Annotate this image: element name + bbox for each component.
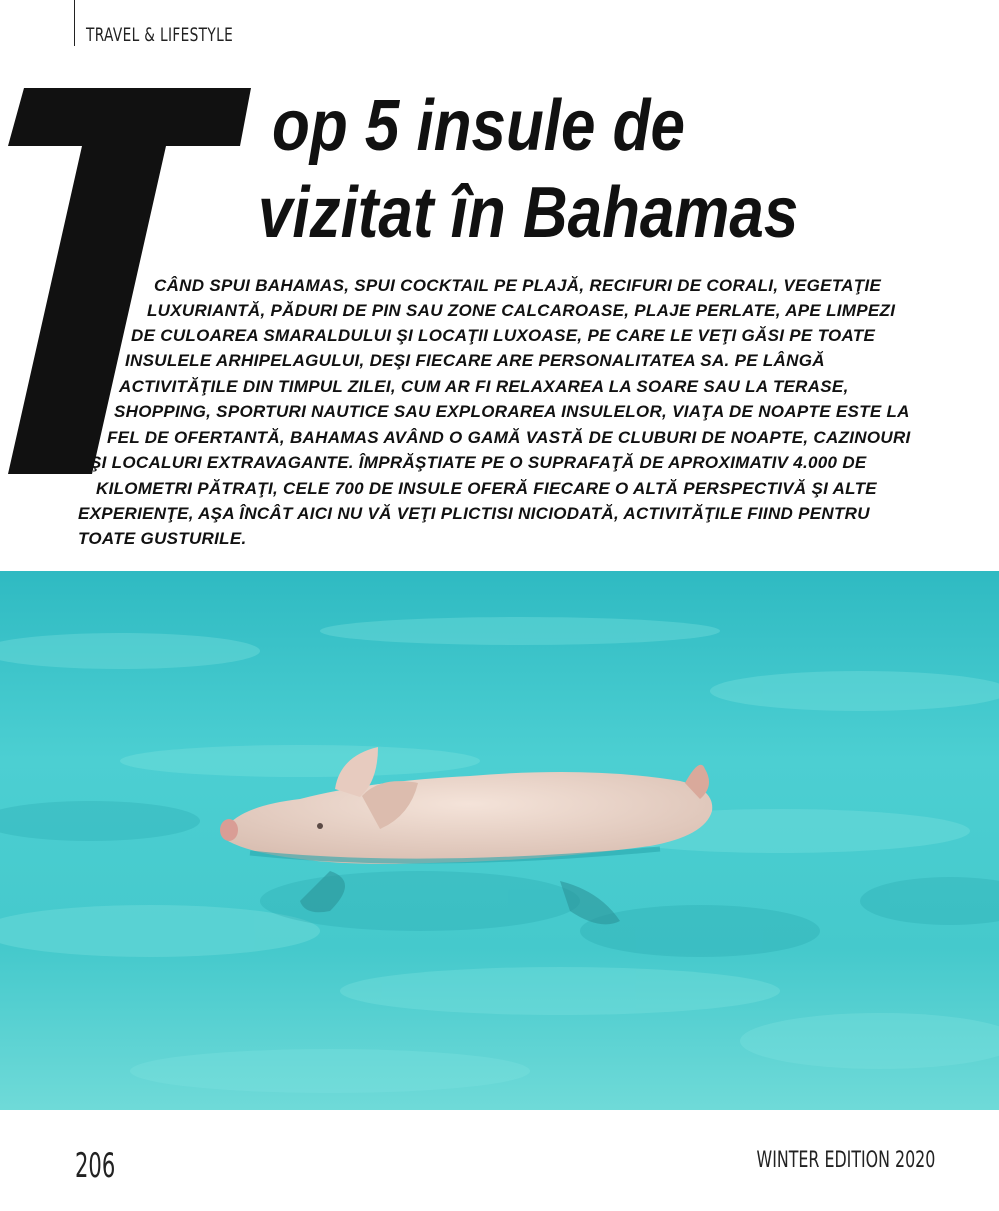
headline-line-2: vizitat în Bahamas <box>258 173 799 253</box>
section-divider-line <box>74 0 75 46</box>
page-number: 206 <box>75 1146 116 1186</box>
intro-line: CÂND SPUI BAHAMAS, SPUI COCKTAIL PE PLAJĂ, RECIFURI DE CORALI, VEGETAŢIE <box>154 276 882 295</box>
intro-line: SHOPPING, SPORTURI NAUTICE SAU EXPLORAREA INSULELOR, VIAŢA DE NOAPTE ESTE LA <box>114 402 910 421</box>
edition-label: WINTER EDITION 2020 <box>756 1148 935 1173</box>
intro-line: KILOMETRI PĂTRAŢI, CELE 700 DE INSULE OFERĂ FIECARE O ALTĂ PERSPECTIVĂ ŞI ALTE <box>96 479 877 498</box>
intro-line: DE CULOAREA SMARALDULUI ŞI LOCAŢII LUXOASE, PE CARE LE VEŢI GĂSI PE TOATE <box>131 326 876 345</box>
headline-line-1: op 5 insule de <box>272 86 685 166</box>
intro-line: EXPERIENŢE, AŞA ÎNCÂT AICI NU VĂ VEŢI PLICTISI NICIODATĂ, ACTIVITĂŢILE FIIND PENTRU <box>78 504 870 523</box>
intro-line: ŞI LOCALURI EXTRAVAGANTE. ÎMPRĂŞTIATE PE O SUPRAFAŢĂ DE APROXIMATIV 4.000 DE <box>90 453 867 472</box>
section-label: TRAVEL & LIFESTYLE <box>86 24 234 46</box>
intro-line: LUXURIANTĂ, PĂDURI DE PIN SAU ZONE CALCAROASE, PLAJE PERLATE, APE LIMPEZI <box>147 301 896 320</box>
intro-line: FEL DE OFERTANTĂ, BAHAMAS AVÂND O GAMĂ VASTĂ DE CLUBURI DE NOAPTE, CAZINOURI <box>107 428 911 447</box>
intro-line: INSULELE ARHIPELAGULUI, DEŞI FIECARE ARE PERSONALITATEA SA. PE LÂNGĂ <box>125 351 825 370</box>
intro-line: TOATE GUSTURILE. <box>78 529 247 548</box>
swimming-pig-photo <box>0 571 999 1110</box>
intro-line: ACTIVITĂŢILE DIN TIMPUL ZILEI, CUM AR FI RELAXAREA LA SOARE SAU LA TERASE, <box>119 377 849 396</box>
